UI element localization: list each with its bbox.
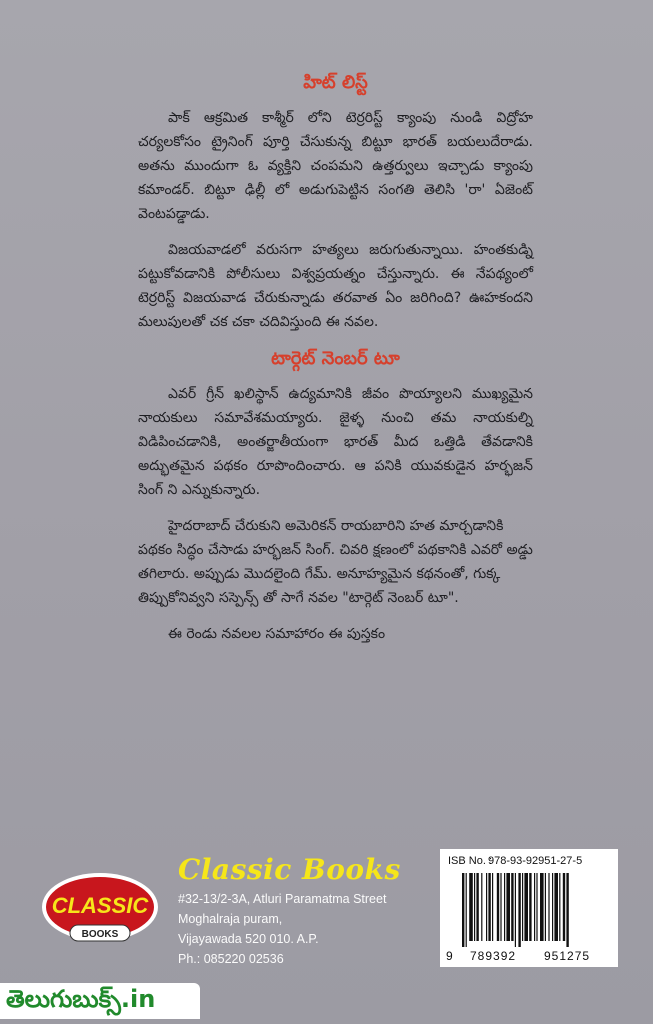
watermark-text: తెలుగుబుక్స్.in	[6, 985, 156, 1013]
section1-paragraph-1: పాక్ ఆక్రమిత కాశ్మీర్ లోని టెర్రరిస్ట్ క్యాంపు నుండి విద్రోహ చర్యలకోసం ట్రైనింగ్ పూర్తి చేసుకున్న బిట్టూ భారత్ బయలుదేరాడు. అతను ముందుగా ఓ వ్యక్తిని చంపమని ఉత్తర్వులు ఇచ్చాడు క్యాంపు కమాండర్. బిట్టూ ఢిల్లీ లో అడుగుపెట్టిన సంగతి తెలిసి 'రా' ఏజెంట్ వెంటపడ్డాడు.	[138, 110, 533, 222]
logo-top-text: CLASSIC	[51, 893, 149, 918]
address-line-4: Ph.: 085220 02536	[178, 952, 284, 966]
section1-heading: హిట్ లిస్ట్	[303, 72, 368, 93]
section2-paragraph-2: హైదరాబాద్ చేరుకుని అమెరికన్ రాయబారిని హత మార్చడానికి పథకం సిద్ధం చేసాడు హర్భజన్ సింగ్. చివరి క్షణంలో పథకానికి ఎవరో అడ్డు తగిలారు. అప్పుడు మొదలైంది గేమ్. అనూహ్యమైన కథనంతో, గుక్క తిప్పుకోనివ్వని సస్పెన్స్ తో సాగే నవల "టార్గెట్ నెంబర్ టూ".	[138, 518, 533, 606]
barcode-digits-left: 789392	[470, 949, 517, 963]
address-line-2: Moghalraja puram,	[178, 912, 283, 926]
isbn-number: 978-93-92951-27-5	[488, 855, 583, 867]
publisher-address	[178, 889, 386, 969]
barcode-digit-prefix: 9	[446, 949, 453, 963]
summary-line: ఈ రెండు నవలల సమాహారం ఈ పుస్తకం	[168, 626, 386, 642]
publisher-name: Classic Books	[178, 853, 401, 886]
blurb-panel	[138, 70, 533, 646]
address-line-3: Vijayawada 520 010. A.P.	[178, 932, 319, 946]
logo-bottom-text: BOOKS	[81, 929, 119, 940]
barcode-digits-right: 951275	[544, 949, 591, 963]
section2-paragraph-1: ఎవర్ గ్రీన్ ఖలిస్థాన్ ఉద్యమానికి జీవం పొయ్యాలని ముఖ్యమైన నాయకులు సమావేశమయ్యారు. జైళ్ళ నుంచి తమ నాయకుల్ని విడిపించడానికి, అంతర్జాతీయంగా భారత్ మీద ఒత్తిడి తేవడానికి అద్భుతమైన పథకం రూపొందించారు. ఆ పనికి యువకుడైన హర్భజన్ సింగ్ ని ఎన్నుకున్నారు.	[138, 386, 533, 498]
section1-paragraph-2: విజయవాడలో వరుసగా హత్యలు జరుగుతున్నాయి. హంతకుడ్ని పట్టుకోవడానికి పోలీసులు విశ్వప్రయత్నం చేస్తున్నారు. ఈ నేపథ్యంలో టెర్రరిస్ట్ విజయవాడ చేరుకున్నాడు తరవాత ఏం జరిగింది? ఊహకందని మలుపులతో చక చకా చదివిస్తుంది ఈ నవల.	[138, 242, 533, 330]
watermark-badge	[0, 983, 200, 1019]
publisher-footer	[0, 845, 653, 975]
classic-books-logo	[40, 871, 160, 949]
section2-heading: టార్గెట్ నెంబర్ టూ	[271, 348, 400, 369]
isbn-barcode-box	[440, 849, 618, 967]
address-line-1: #32-13/2-3A, Atluri Paramatma Street	[178, 892, 387, 906]
barcode-icon	[448, 873, 610, 949]
isbn-label: ISB No. :	[448, 855, 493, 867]
